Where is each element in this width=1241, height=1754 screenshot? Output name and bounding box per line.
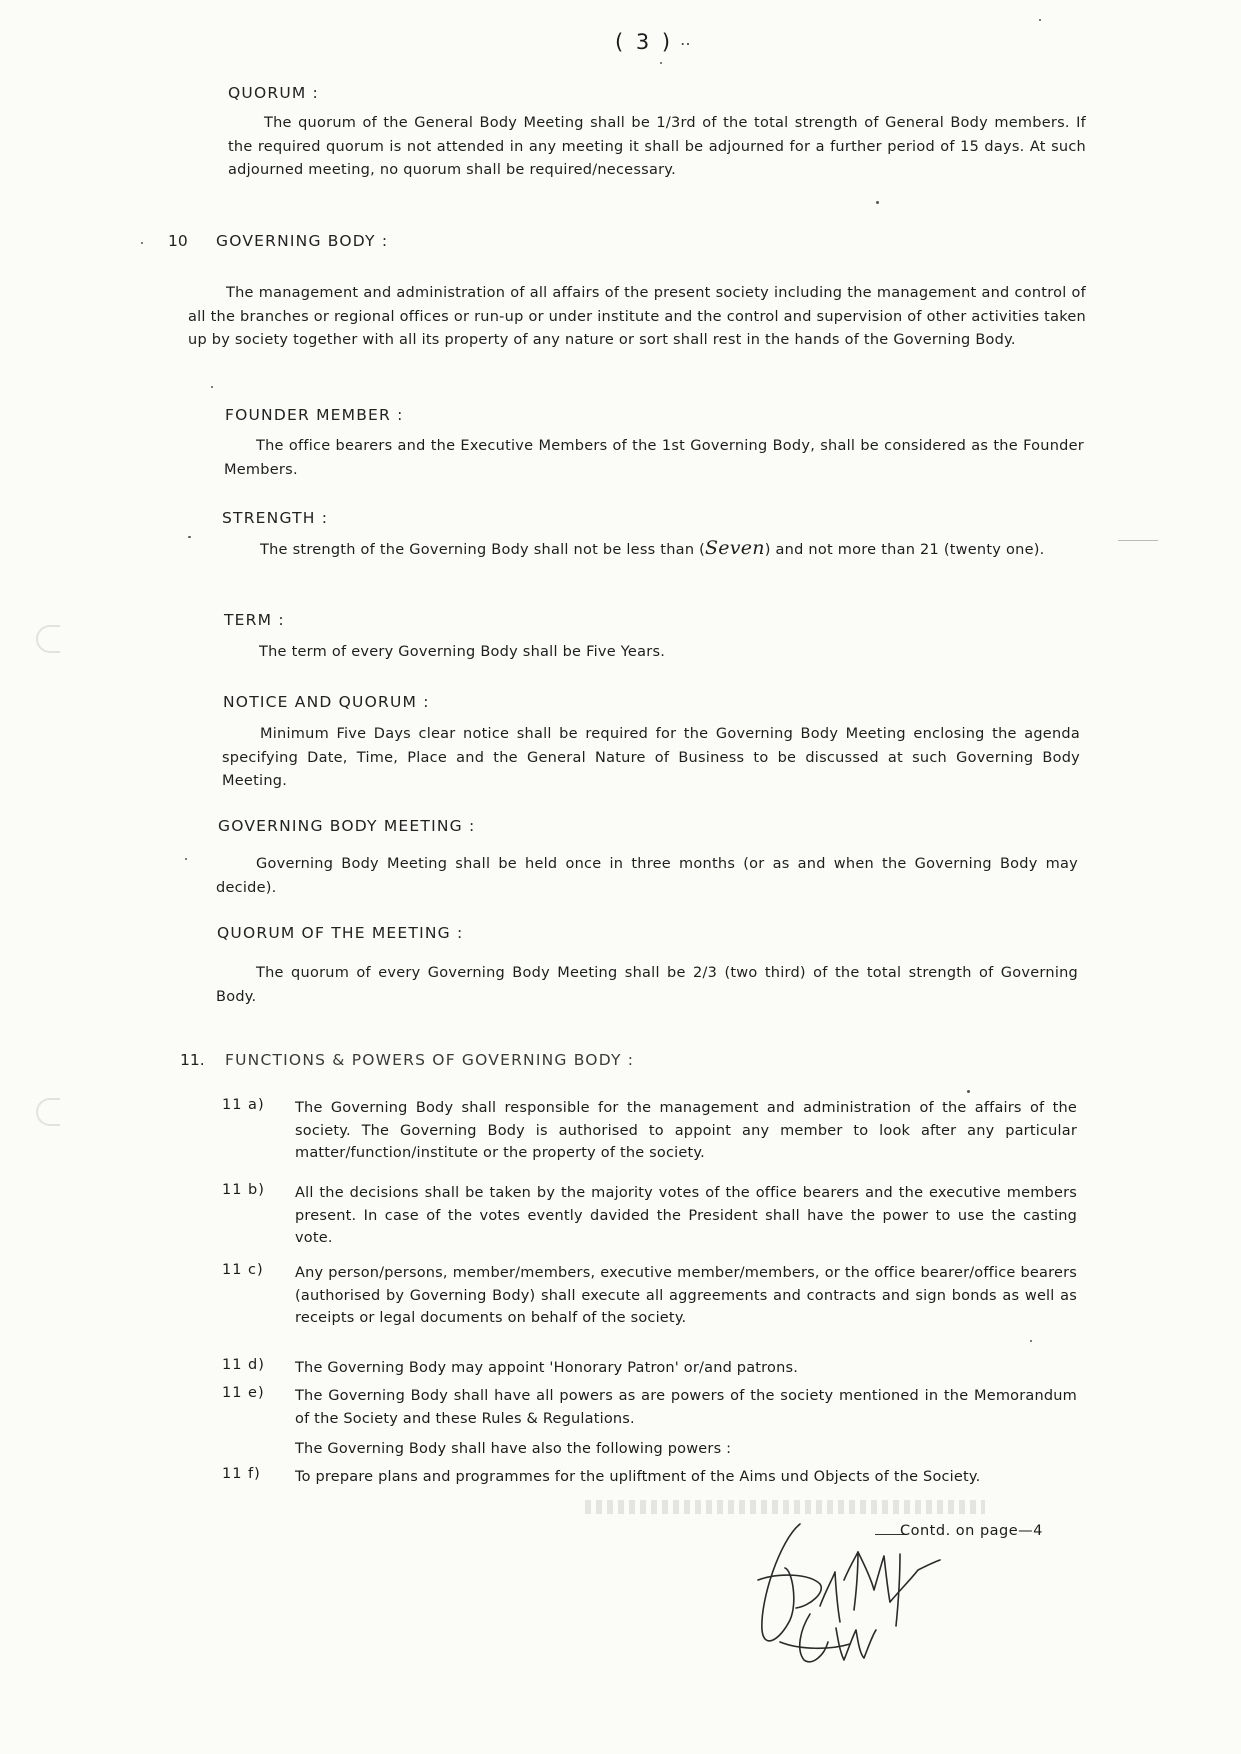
quorum-paragraph: The quorum of the General Body Meeting shall be 1/3rd of the total strength of General Body members. If the required quorum is not attended in any meeting it shall be adjourned for a further period of 15 days. At such adjourned meeting, no quorum shall be required/necessary. [228,115,1086,178]
quorum-heading: QUORUM : [228,84,319,102]
list-item-11a [222,1097,1077,1169]
notice-quorum-heading: NOTICE AND QUORUM : [223,693,430,711]
list-item-11e [222,1385,1077,1431]
strength-text-after: ) and not more than 21 (twenty one). [764,542,1045,558]
item-label: 11 a) [222,1097,265,1113]
signature-image [740,1510,960,1680]
governing-body-paragraph: The management and administration of all affairs of the present society including the management and control of all the branches or regional offices or run-up or under institute and the control and supervision of other activities taken up by society together with all its property of any nature or sort shall rest in the hands of the Governing Body. [188,285,1086,348]
item-text: Any person/persons, member/members, executive member/members, or the office bearer/office bearers (authorised by Governing Body) shall execute all aggreements and contracts and sign bonds as well as receipts or legal documents on behalf of the society. [295,1265,1077,1326]
section-number-10: 10 [168,232,188,250]
strength-heading: STRENGTH : [222,509,329,527]
speck [1039,19,1041,21]
continued-note: Contd. on page—4 [900,1523,1043,1539]
notice-quorum-paragraph: Minimum Five Days clear notice shall be required for the Governing Body Meeting enclosing the agenda specifying Date, Time, Place and the General Nature of Business to be discussed at such Governing Body Meeting. [222,726,1080,789]
list-item-11c [222,1262,1077,1354]
speck [967,1090,970,1093]
term-paragraph: The term of every Governing Body shall be Five Years. [259,644,666,660]
item-text: The Governing Body shall responsible for the management and administration of the affairs of the society. The Governing Body is authorised to appoint any member to look after any particular matter/function/institute or the property of the society. [295,1100,1077,1161]
handwritten-seven: Seven [705,537,765,559]
item-label: 11 e) [222,1385,265,1401]
term-heading: TERM : [224,611,285,629]
binding-hole-mark [36,1098,60,1126]
strength-paragraph [222,537,1084,563]
item-label: 11 b) [222,1182,265,1198]
list-item-11b [222,1182,1077,1250]
page-number: ( 3 ) [615,30,674,54]
speck [1118,540,1158,541]
item-text: The Governing Body shall have all powers as are powers of the society mentioned in the Memorandum of the Society and these Rules & Regulations. [295,1388,1077,1427]
item-text: To prepare plans and programmes for the upliftment of the Aims und Objects of the Society. [295,1469,981,1485]
quorum-meeting-heading: QUORUM OF THE MEETING : [217,924,464,942]
quorum-meeting-paragraph: The quorum of every Governing Body Meeting shall be 2/3 (two third) of the total strength of Governing Body. [216,965,1078,1005]
gb-meeting-heading: GOVERNING BODY MEETING : [218,817,476,835]
speck [660,62,662,64]
binding-hole-mark [36,625,60,653]
speck [211,386,213,388]
speck [1030,1340,1032,1342]
page-number-trail: ‥ [680,30,691,49]
item-label: 11 f) [222,1466,261,1482]
strength-text-before: The strength of the Governing Body shall not be less than ( [260,542,706,558]
founder-member-heading: FOUNDER MEMBER : [225,406,404,424]
list-item-powers-intro [222,1438,1077,1462]
speck [876,201,879,204]
speck [185,858,187,860]
list-item-11d [222,1357,1077,1381]
speck [141,242,143,244]
item-text: All the decisions shall be taken by the majority votes of the office bearers and the executive members present. In case of the votes evently davided the President shall have the power to use the casting vote. [295,1185,1077,1246]
gb-meeting-paragraph: Governing Body Meeting shall be held once in three months (or as and when the Governing Body may decide). [216,856,1078,896]
item-label: 11 c) [222,1262,264,1278]
functions-heading: FUNCTIONS & POWERS OF GOVERNING BODY : [225,1051,635,1069]
item-text: The Governing Body may appoint 'Honorary Patron' or/and patrons. [295,1360,799,1376]
section-number-11: 11. [180,1051,205,1069]
founder-member-paragraph: The office bearers and the Executive Members of the 1st Governing Body, shall be considered as the Founder Members. [224,438,1084,478]
speck [188,536,191,538]
item-label: 11 d) [222,1357,265,1373]
item-text: The Governing Body shall have also the following powers : [295,1441,732,1457]
governing-body-heading: GOVERNING BODY : [216,232,389,250]
